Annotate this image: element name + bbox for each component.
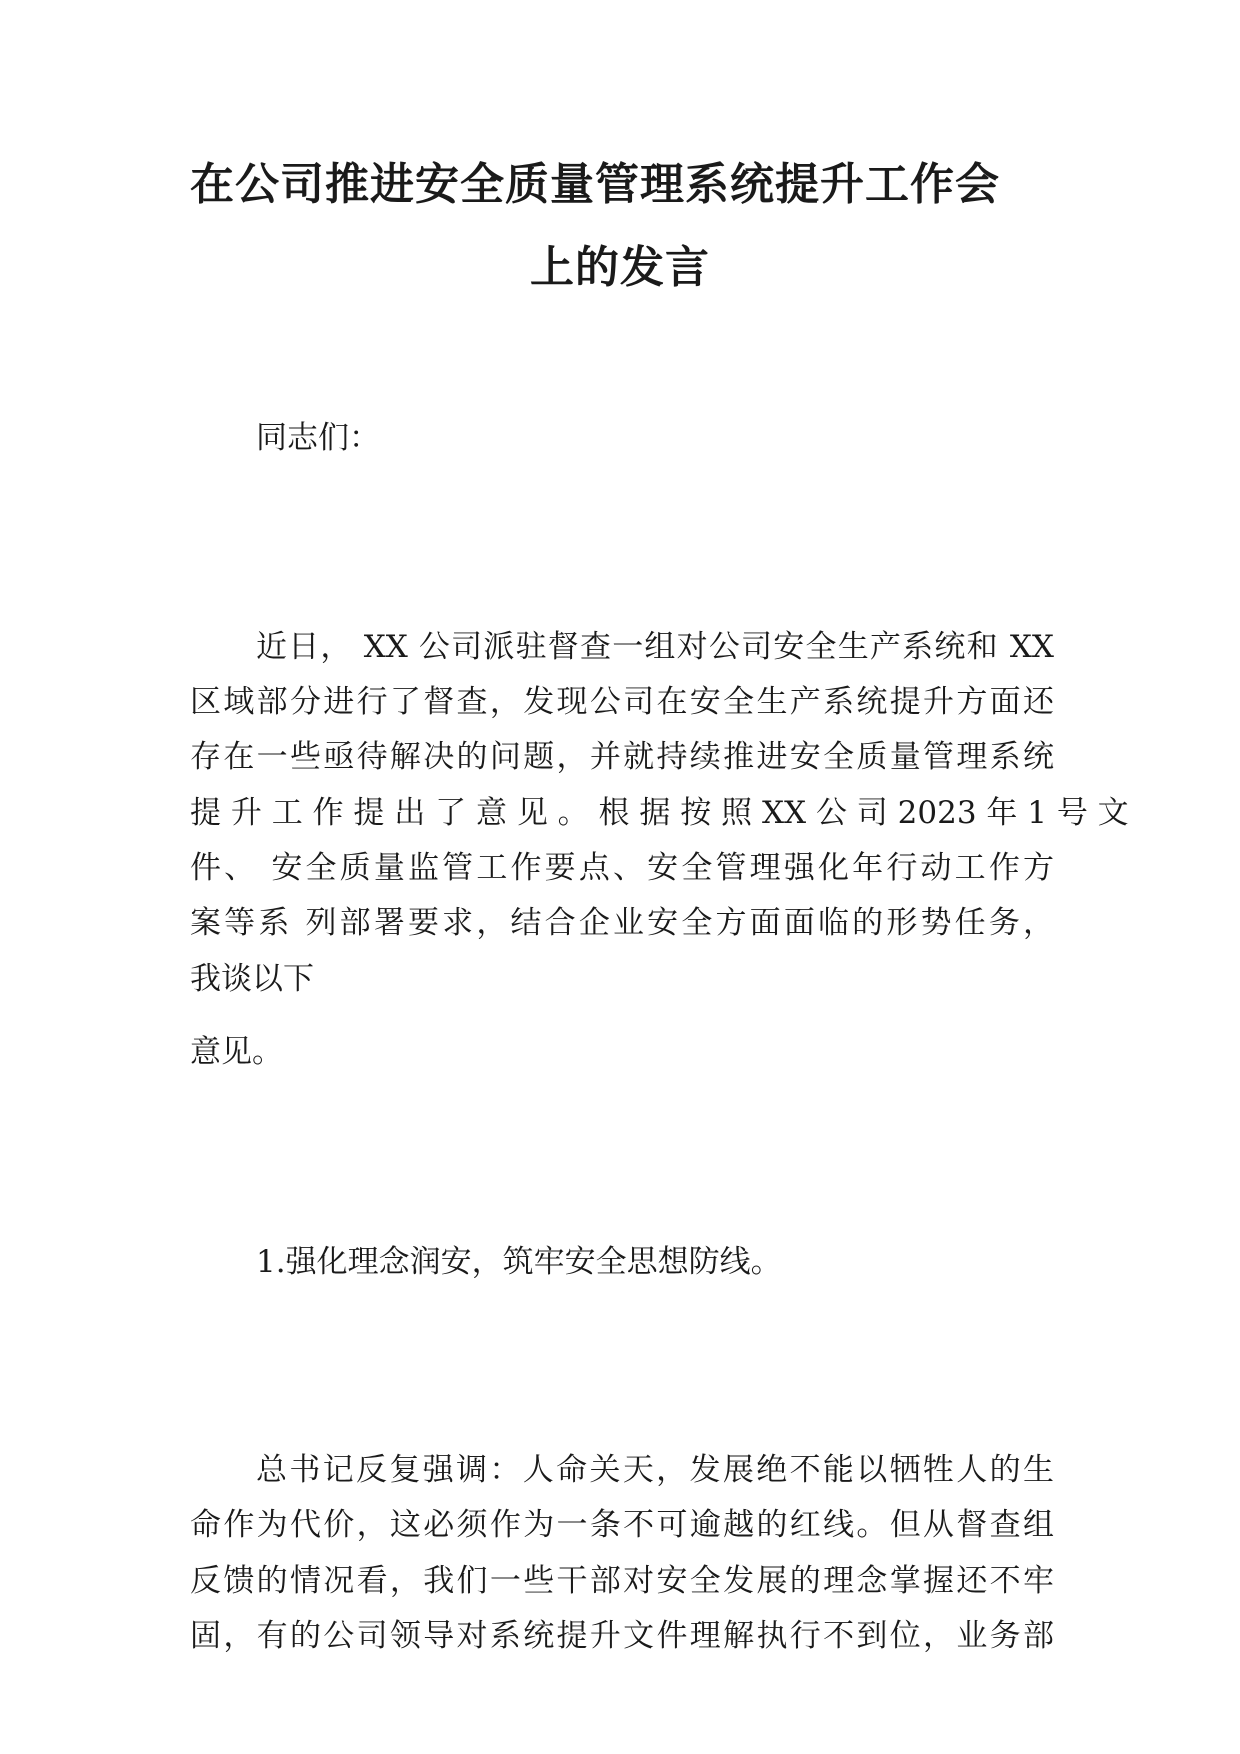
paragraph-line: 提 升 工 作 提 出 了 意 见 。 根 据 按 照 XX 公 司 2023 年 1 号 文 — [190, 795, 1129, 831]
document-title-line-1: 在公司推进安全质量管理系统提升工作会 — [190, 159, 1000, 210]
paragraph-line: 命作为代价，这必须作为一条不可逾越的红线。但从督查组 — [190, 1507, 1054, 1543]
paragraph-line: 区域部分进行了督查，发现公司在安全生产系统提升方面还 — [190, 684, 1054, 720]
paragraph-line: 件、 安全质量监管工作要点、安全管理强化年行动工作方 — [190, 850, 1054, 886]
paragraph-line: 总书记反复强调：人命关天，发展绝不能以牺牲人的生 — [256, 1452, 1054, 1488]
document-title-line-2: 上的发言 — [530, 242, 710, 293]
salutation: 同志们： — [256, 420, 380, 456]
paragraph-line: 固，有的公司领导对系统提升文件理解执行不到位，业务部 — [190, 1618, 1054, 1654]
paragraph-line: 我谈以下 — [190, 961, 314, 997]
section-heading: 1.强化理念润安，筑牢安全思想防线。 — [256, 1244, 782, 1280]
paragraph-line: 近日， XX 公司派驻督查一组对公司安全生产系统和 XX — [256, 629, 1054, 665]
paragraph-line: 存在一些亟待解决的问题，并就持续推进安全质量管理系统 — [190, 739, 1054, 775]
paragraph-line: 反馈的情况看，我们一些干部对安全发展的理念掌握还不牢 — [190, 1563, 1054, 1599]
paragraph-line: 案等系 列部署要求，结合企业安全方面面临的形势任务， — [190, 905, 1054, 941]
paragraph-line: 意见。 — [190, 1034, 283, 1070]
